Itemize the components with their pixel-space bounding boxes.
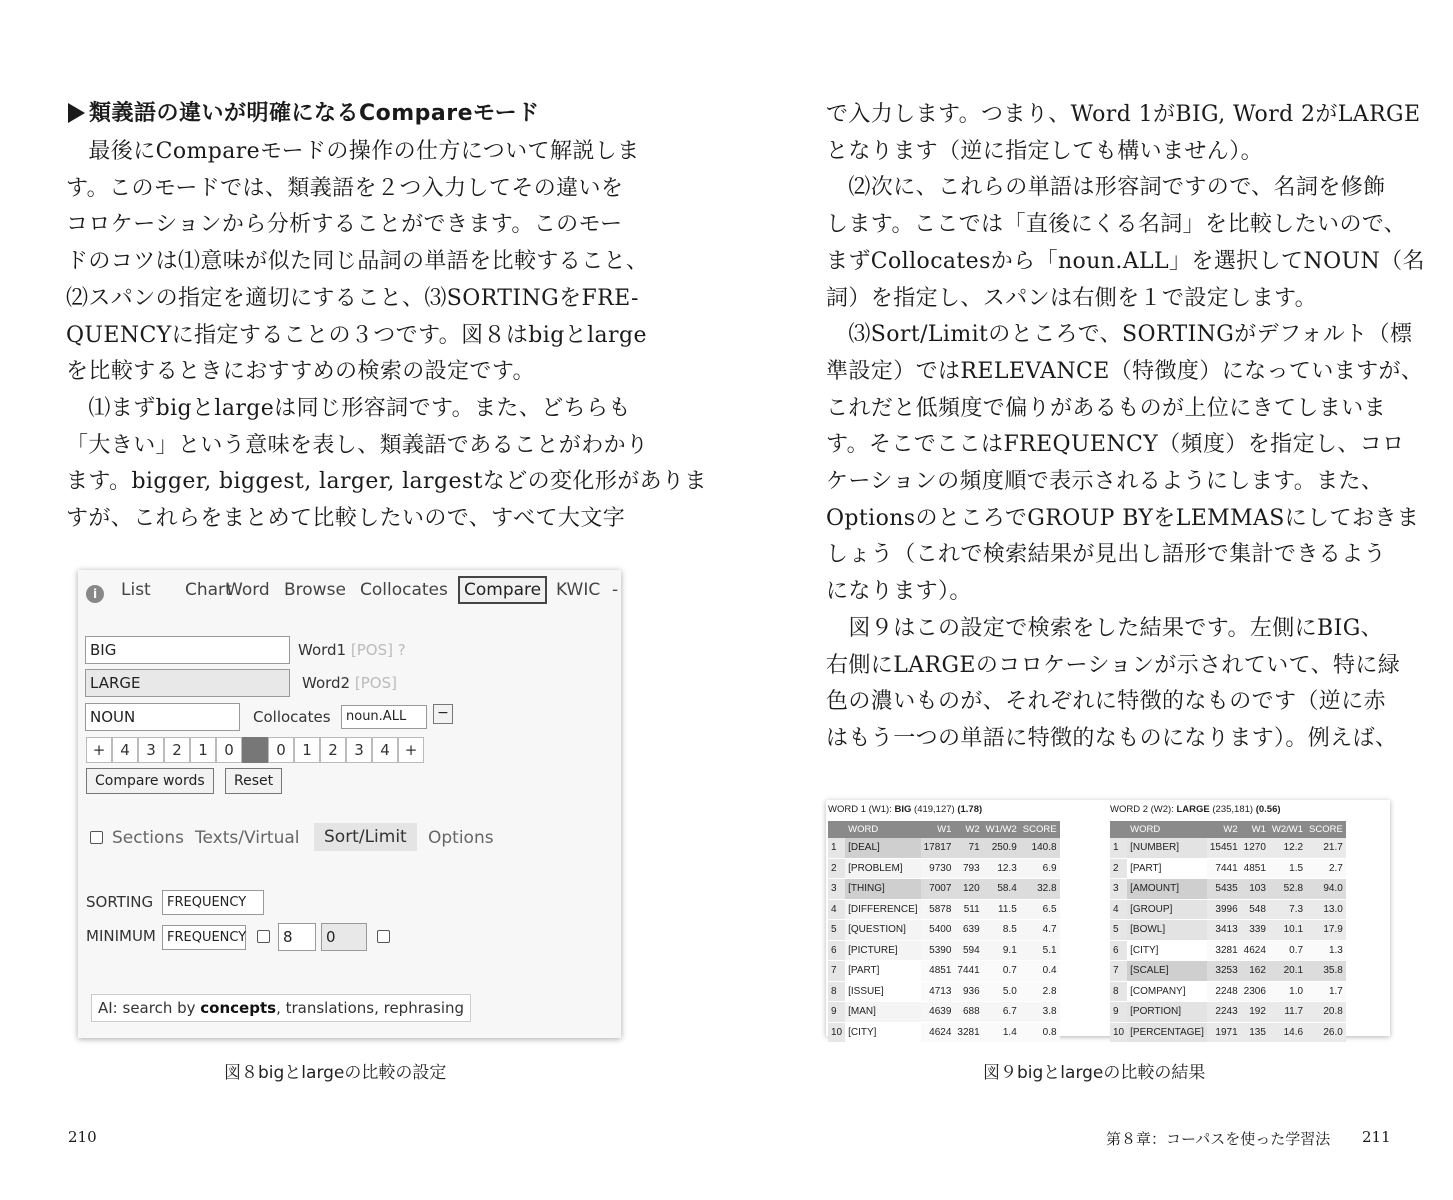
minimum-number-input[interactable]: 8 (278, 923, 316, 951)
left-body-text (66, 134, 707, 538)
table-cell: 15451 (1207, 838, 1241, 858)
collocate-word-cell[interactable]: [PART] (1127, 858, 1207, 879)
collocate-word-cell[interactable]: [PART] (845, 961, 920, 982)
table-cell: 2.7 (1306, 858, 1346, 879)
table-cell: 594 (954, 940, 982, 961)
text-line: 図９はこの設定で検索をした結果です。左側にBIG、 (826, 615, 1384, 641)
ai-suffix: , translations, rephrasing (276, 999, 465, 1017)
table-row (1110, 1022, 1346, 1043)
text-line: 右側にLARGEのコロケーションが示されていて、特に緑 (826, 652, 1401, 678)
nav-browse[interactable]: Browse (284, 580, 346, 600)
title-prefix: WORD 1 (W1): (828, 804, 895, 815)
collocate-pos-input[interactable]: NOUN (85, 703, 240, 731)
table-cell: 688 (954, 1002, 982, 1023)
table-cell: 5390 (921, 940, 955, 961)
table-cell: 103 (1241, 879, 1269, 900)
table-cell: 13.0 (1306, 899, 1346, 920)
left-page-number: 210 (68, 1128, 97, 1146)
nav-list[interactable]: List (121, 580, 151, 600)
table-cell: 52.8 (1269, 879, 1306, 900)
table-cell: 17.9 (1306, 920, 1346, 941)
table-cell: 20.1 (1269, 961, 1306, 982)
table-cell: 2 (828, 858, 845, 879)
text-line: OptionsのところでGROUP BYをLEMMASにしておきま (826, 505, 1420, 531)
table-cell: 5400 (921, 920, 955, 941)
word1-title (828, 804, 982, 815)
table-cell: 10 (828, 1022, 845, 1043)
table-row (1110, 920, 1346, 941)
table-cell: 936 (954, 981, 982, 1002)
table-cell: 4851 (921, 961, 955, 982)
table-cell: 3996 (1207, 899, 1241, 920)
table-cell: 793 (954, 858, 982, 879)
table-cell: 4624 (921, 1022, 955, 1043)
table-row (1110, 1002, 1346, 1023)
table-cell: 3281 (954, 1022, 982, 1043)
triangle-bullet-icon (68, 103, 85, 123)
column-header[interactable]: W1 (1241, 821, 1269, 838)
table-cell: 5435 (1207, 879, 1241, 900)
sorting-label: SORTING (86, 893, 154, 911)
ai-bold: concepts (200, 999, 277, 1017)
column-header[interactable]: W1 (921, 821, 955, 838)
table-cell: 7 (828, 961, 845, 982)
table-cell: 7007 (921, 879, 955, 900)
table-cell: 5 (828, 920, 845, 941)
table-cell: 1.5 (1269, 858, 1306, 879)
table-cell: 94.0 (1306, 879, 1346, 900)
table-cell: 6.5 (1020, 899, 1060, 920)
span-left-4[interactable]: 4 (112, 737, 138, 763)
minimum-checkbox[interactable] (257, 930, 270, 943)
table-cell: 4639 (921, 1002, 955, 1023)
word1-results-table (828, 821, 1060, 1043)
table-row (828, 858, 1060, 879)
column-header[interactable]: W1/W2 (983, 821, 1020, 838)
table-row (1110, 879, 1346, 900)
text-line: はもう一つの単語に特徴的なものになります）。例えば、 (826, 725, 1398, 751)
text-line: QUENCYに指定することの３つです。図８はbigとlarge (66, 322, 647, 348)
nav-chart[interactable]: Chart (185, 580, 232, 600)
table-row (1110, 858, 1346, 879)
sorting-select[interactable]: FREQUENCY (162, 890, 264, 915)
word1-label-group (298, 641, 406, 659)
collocate-word-cell[interactable]: [DIFFERENCE] (845, 899, 920, 920)
table-cell: 11.7 (1269, 1002, 1306, 1023)
ai-search-link[interactable] (91, 994, 471, 1022)
collocates-label: Collocates (253, 708, 331, 726)
table-cell: 1270 (1241, 838, 1269, 858)
table-cell: 1.3 (1306, 940, 1346, 961)
figure8-caption: 図８bigとlargeの比較の設定 (224, 1063, 447, 1083)
word2-results-table (1110, 821, 1346, 1043)
table-header-row (1110, 821, 1346, 838)
table-row (828, 981, 1060, 1002)
table-cell: 5.1 (1020, 940, 1060, 961)
table-row (1110, 940, 1346, 961)
compare-settings-screenshot (78, 570, 621, 1038)
minus-button[interactable]: − (433, 704, 453, 724)
figure9-caption: 図９bigとlargeの比較の結果 (983, 1063, 1206, 1083)
column-header[interactable]: SCORE (1020, 821, 1060, 838)
title-prefix: WORD 2 (W2): (1110, 804, 1177, 815)
word2-label-group (302, 674, 397, 692)
right-page-number: 211 (1362, 1128, 1391, 1146)
collocate-word-cell[interactable]: [CITY] (1127, 940, 1207, 961)
table-cell: 8 (1110, 981, 1127, 1002)
table-row (828, 899, 1060, 920)
span-left-0[interactable]: 0 (216, 737, 242, 763)
table-row (1110, 981, 1346, 1002)
text-line: ⑵次に、これらの単語は形容詞ですので、名詞を修飾 (826, 175, 1386, 201)
minimum-second-input[interactable]: 0 (321, 923, 367, 951)
span-right-4[interactable]: 4 (372, 737, 398, 763)
word1-input[interactable]: BIG (85, 636, 290, 664)
table-cell: 17817 (921, 838, 955, 858)
title-word: LARGE (1176, 804, 1210, 815)
section-heading-text: 類義語の違いが明確になるCompareモード (89, 101, 540, 126)
table-cell: 1.4 (983, 1022, 1020, 1043)
text-line: ⑴まずbigとlargeは同じ形容詞です。また、どちらも (66, 395, 631, 421)
table-cell: 11.5 (983, 899, 1020, 920)
word2-title (1110, 804, 1281, 815)
table-cell: 339 (1241, 920, 1269, 941)
collocates-select[interactable]: noun.ALL (341, 705, 427, 729)
text-line: で入力します。つまり、Word 1がBIG, Word 2がLARGE (826, 102, 1421, 127)
collocate-word-cell[interactable]: [SCALE] (1127, 961, 1207, 982)
collocate-word-cell[interactable]: [THING] (845, 879, 920, 900)
text-line: コロケーションから分析することができます。このモー (66, 212, 623, 238)
table-cell: 250.9 (983, 838, 1020, 858)
collocate-word-cell[interactable]: [PICTURE] (845, 940, 920, 961)
table-cell: 3413 (1207, 920, 1241, 941)
table-cell: 12.3 (983, 858, 1020, 879)
text-line: となります（逆に指定しても構いません）。 (826, 138, 1264, 164)
info-icon[interactable]: i (86, 585, 104, 603)
collocate-word-cell[interactable]: [GROUP] (1127, 899, 1207, 920)
span-right-3[interactable]: 3 (346, 737, 372, 763)
table-cell: 5878 (921, 899, 955, 920)
span-node-cell (242, 737, 268, 763)
text-line: ⑵スパンの指定を適切にすること、⑶SORTINGをFRE- (66, 285, 639, 311)
table-cell: 2 (1110, 858, 1127, 879)
title-count: (419,127) (911, 804, 958, 815)
table-cell: 4.7 (1020, 920, 1060, 941)
column-header[interactable]: W2/W1 (1269, 821, 1306, 838)
table-row (828, 920, 1060, 941)
table-cell: 6.9 (1020, 858, 1060, 879)
tab-texts-virtual[interactable]: Texts/Virtual (195, 828, 300, 848)
table-cell: 1 (1110, 838, 1127, 858)
span-right-0[interactable]: 0 (268, 737, 294, 763)
table-cell: 3.8 (1020, 1002, 1060, 1023)
table-cell: 4 (1110, 899, 1127, 920)
text-line: ⑶Sort/Limitのところで、SORTINGがデフォルト（標 (826, 322, 1413, 348)
table-row (828, 940, 1060, 961)
table-cell: 639 (954, 920, 982, 941)
table-row (828, 1002, 1060, 1023)
table-cell: 2306 (1241, 981, 1269, 1002)
table-cell: 6 (1110, 940, 1127, 961)
table-cell: 21.7 (1306, 838, 1346, 858)
collocate-word-cell[interactable]: [NUMBER] (1127, 838, 1207, 858)
word2-input[interactable]: LARGE (85, 669, 290, 697)
table-cell: 58.4 (983, 879, 1020, 900)
minimum-second-checkbox[interactable] (377, 930, 390, 943)
right-body-text (826, 97, 1425, 758)
collocate-word-cell[interactable]: [MAN] (845, 1002, 920, 1023)
text-line: になります）。 (826, 579, 972, 605)
table-cell: 7441 (954, 961, 982, 982)
span-right-1[interactable]: 1 (294, 737, 320, 763)
span-left-plus[interactable]: + (86, 737, 112, 763)
collocate-word-cell[interactable]: [PROBLEM] (845, 858, 920, 879)
text-line: ます。bigger, biggest, larger, largestなどの変化形がありま (66, 469, 707, 495)
span-left-2[interactable]: 2 (164, 737, 190, 763)
text-line: を比較するときにおすすめの検索の設定です。 (66, 359, 535, 385)
table-cell: 511 (954, 899, 982, 920)
table-cell: 9730 (921, 858, 955, 879)
text-line: 準設定）ではRELEVANCE（特徴度）になっていますが、 (826, 358, 1424, 384)
text-line: す。そこでここはFREQUENCY（頻度）を指定し、コロ (826, 432, 1405, 458)
collocate-word-cell[interactable]: [BOWL] (1127, 920, 1207, 941)
table-cell: 10 (1110, 1022, 1127, 1043)
table-cell: 140.8 (1020, 838, 1060, 858)
column-header[interactable]: W2 (954, 821, 982, 838)
collocate-word-cell[interactable]: [PORTION] (1127, 1002, 1207, 1023)
table-cell: 4851 (1241, 858, 1269, 879)
compare-words-button[interactable]: Compare words (86, 768, 214, 794)
span-left-1[interactable]: 1 (190, 737, 216, 763)
collocate-word-cell[interactable]: [CITY] (845, 1022, 920, 1043)
table-cell: 1.7 (1306, 981, 1346, 1002)
table-cell: 12.2 (1269, 838, 1306, 858)
table-cell: 3281 (1207, 940, 1241, 961)
table-cell: 3253 (1207, 961, 1241, 982)
text-line: しょう（これで検索結果が見出し語形で集計できるよう (826, 542, 1387, 568)
text-line: 最後にCompareモードの操作の仕方について解説しま (66, 139, 640, 164)
table-row (1110, 899, 1346, 920)
table-cell: 548 (1241, 899, 1269, 920)
sections-checkbox[interactable] (90, 831, 103, 844)
table-cell: 162 (1241, 961, 1269, 982)
collocate-word-cell[interactable]: [COMPANY] (1127, 981, 1207, 1002)
tab-options[interactable]: Options (428, 828, 494, 848)
text-line: ケーションの頻度順で表示されるようにします。また、 (826, 469, 1384, 495)
table-cell: 8 (828, 981, 845, 1002)
span-left-3[interactable]: 3 (138, 737, 164, 763)
tab-sections[interactable]: Sections (112, 828, 185, 848)
text-line: まずCollocatesから「noun.ALL」を選択してNOUN（名 (826, 248, 1425, 274)
table-cell: 1971 (1207, 1022, 1241, 1043)
title-ratio: (0.56) (1255, 804, 1281, 815)
column-header[interactable]: WORD (1127, 821, 1207, 838)
nav-collocates[interactable]: Collocates (360, 580, 448, 600)
column-header[interactable]: SCORE (1306, 821, 1346, 838)
running-head: 第８章：コーパスを使った学習法 (1106, 1130, 1331, 1148)
title-ratio: (1.78) (957, 804, 983, 815)
collocate-word-cell[interactable]: [AMOUNT] (1127, 879, 1207, 900)
table-cell: 3 (828, 879, 845, 900)
table-row (828, 1022, 1060, 1043)
collocate-word-cell[interactable]: [PERCENTAGE] (1127, 1022, 1207, 1043)
ai-prefix: AI: search by (98, 999, 201, 1017)
word1-pos-link[interactable]: [POS] (350, 641, 393, 659)
table-cell: 10.1 (1269, 920, 1306, 941)
table-header-row (828, 821, 1060, 838)
table-cell: 0.7 (1269, 940, 1306, 961)
table-row (828, 838, 1060, 858)
text-line: 「大きい」という意味を表し、類義語であることがわかり (66, 432, 649, 458)
table-cell: 9 (828, 1002, 845, 1023)
text-line: 詞）を指定し、スパンは右側を１で設定します。 (826, 285, 1318, 311)
column-header[interactable] (828, 821, 845, 838)
table-cell: 4624 (1241, 940, 1269, 961)
table-cell: 120 (954, 879, 982, 900)
table-cell: 20.8 (1306, 1002, 1346, 1023)
text-line: 色の濃いものが、それぞれに特徴的なものです（逆に赤 (826, 689, 1387, 715)
title-word: BIG (894, 804, 912, 815)
table-cell: 26.0 (1306, 1022, 1346, 1043)
table-cell: 7.3 (1269, 899, 1306, 920)
table-row (828, 961, 1060, 982)
table-row (1110, 838, 1346, 858)
nav-more[interactable]: - (612, 580, 619, 600)
table-cell: 1 (828, 838, 845, 858)
table-cell: 2248 (1207, 981, 1241, 1002)
table-cell: 5.0 (983, 981, 1020, 1002)
column-header[interactable] (1110, 821, 1127, 838)
table-cell: 0.7 (983, 961, 1020, 982)
span-selector (86, 737, 424, 763)
table-cell: 8.5 (983, 920, 1020, 941)
text-line: これだと低頻度で偏りがあるものが上位にきてしまいま (826, 395, 1387, 421)
nav-compare[interactable]: Compare (458, 576, 547, 604)
left-page (0, 0, 726, 1200)
word2-pos-link[interactable]: [POS] (354, 674, 397, 692)
table-cell: 9.1 (983, 940, 1020, 961)
table-cell: 32.8 (1020, 879, 1060, 900)
table-cell: 2243 (1207, 1002, 1241, 1023)
title-count: (235,181) (1209, 804, 1256, 815)
table-cell: 35.8 (1306, 961, 1346, 982)
column-header[interactable]: WORD (845, 821, 920, 838)
nav-word[interactable]: Word (226, 580, 270, 600)
table-row (828, 879, 1060, 900)
table-cell: 2.8 (1020, 981, 1060, 1002)
compare-results-screenshot (826, 800, 1390, 1036)
collocate-word-cell[interactable]: [DEAL] (845, 838, 920, 858)
minimum-label: MINIMUM (86, 927, 156, 945)
table-cell: 0.4 (1020, 961, 1060, 982)
word1-label: Word1 (298, 641, 347, 659)
tab-sort-limit[interactable]: Sort/Limit (314, 823, 417, 851)
table-cell: 14.6 (1269, 1022, 1306, 1043)
section-heading (68, 96, 540, 127)
nav-kwic[interactable]: KWIC (556, 580, 601, 600)
column-header[interactable]: W2 (1207, 821, 1241, 838)
table-cell: 4 (828, 899, 845, 920)
text-line: します。ここでは「直後にくる名詞」を比較したいので、 (826, 212, 1407, 238)
text-line: すが、これらをまとめて比較したいので、すべて大文字 (66, 506, 626, 532)
span-right-plus[interactable]: + (398, 737, 424, 763)
word1-help-link[interactable]: ? (397, 641, 406, 659)
table-cell: 9 (1110, 1002, 1127, 1023)
table-cell: 192 (1241, 1002, 1269, 1023)
collocate-word-cell[interactable]: [ISSUE] (845, 981, 920, 1002)
collocate-word-cell[interactable]: [QUESTION] (845, 920, 920, 941)
table-cell: 7441 (1207, 858, 1241, 879)
table-row (1110, 961, 1346, 982)
table-cell: 5 (1110, 920, 1127, 941)
table-cell: 71 (954, 838, 982, 858)
table-cell: 4713 (921, 981, 955, 1002)
text-line: す。このモードでは、類義語を２つ入力してその違いを (66, 175, 624, 201)
table-cell: 0.8 (1020, 1022, 1060, 1043)
reset-button[interactable]: Reset (225, 768, 282, 794)
table-cell: 7 (1110, 961, 1127, 982)
word2-label: Word2 (302, 674, 351, 692)
table-cell: 1.0 (1269, 981, 1306, 1002)
span-right-2[interactable]: 2 (320, 737, 346, 763)
table-cell: 6.7 (983, 1002, 1020, 1023)
text-line: ドのコツは⑴意味が似た同じ品詞の単語を比較すること、 (66, 249, 649, 275)
table-cell: 3 (1110, 879, 1127, 900)
table-cell: 135 (1241, 1022, 1269, 1043)
table-cell: 6 (828, 940, 845, 961)
minimum-select[interactable]: FREQUENCY (162, 925, 246, 950)
